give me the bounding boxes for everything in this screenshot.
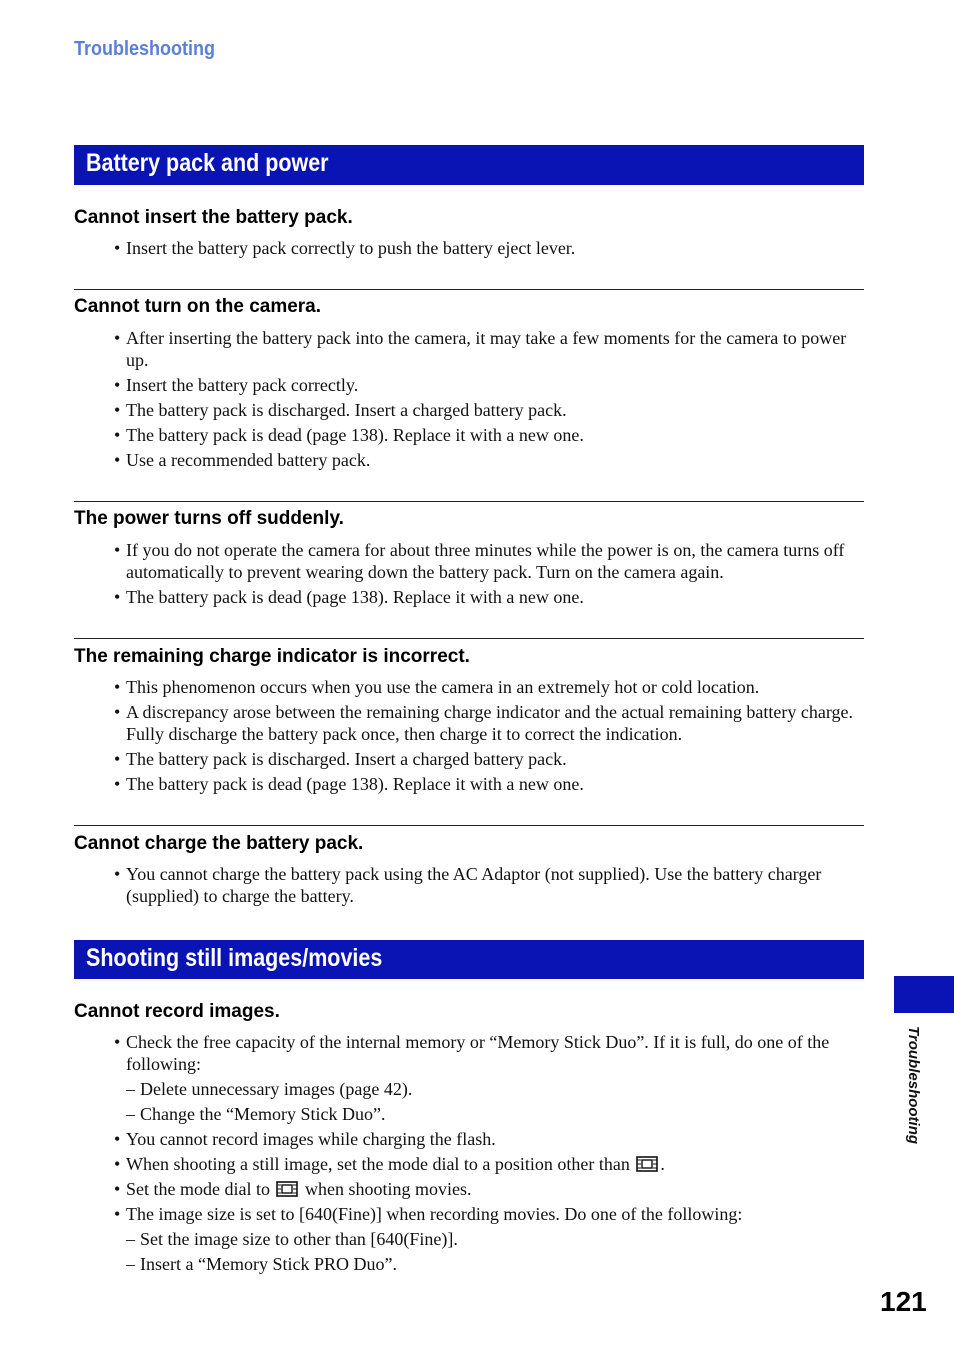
list-item: • The image size is set to [640(Fine)] when recording movies. Do one of the following: <box>74 1203 864 1225</box>
list-item: • The battery pack is discharged. Insert a charged battery pack. <box>74 399 864 421</box>
sub-list-text: Delete unnecessary images (page 42). <box>140 1079 413 1099</box>
topic-heading: Cannot insert the battery pack. <box>74 207 353 228</box>
topic-heading: The power turns off suddenly. <box>74 508 344 529</box>
list-item: • The battery pack is dead (page 138). Replace it with a new one. <box>74 586 864 608</box>
list-item: • The battery pack is discharged. Insert a charged battery pack. <box>74 748 864 770</box>
list-item <box>74 1178 864 1200</box>
list-item: • This phenomenon occurs when you use the camera in an extremely hot or cold location. <box>74 676 864 698</box>
sub-list-text: Set the image size to other than [640(Fine)]. <box>140 1229 458 1249</box>
list-item: • Use a recommended battery pack. <box>74 449 864 471</box>
sub-list-item <box>74 1078 864 1100</box>
side-tab-label <box>902 1026 924 1156</box>
list-item: • Insert the battery pack correctly. <box>74 374 864 396</box>
topic-heading: The remaining charge indicator is incorrect. <box>74 646 470 667</box>
sub-list-text: Change the “Memory Stick Duo”. <box>140 1104 386 1124</box>
list-text-end: when shooting movies. <box>304 1179 472 1199</box>
list-text-end: . <box>660 1154 665 1174</box>
topic-cannot-insert <box>74 207 864 262</box>
running-header: Troubleshooting <box>74 38 215 60</box>
list-text: Set the mode dial to <box>126 1179 270 1199</box>
side-tab-marker <box>894 976 954 1013</box>
topic-heading: Cannot record images. <box>74 1001 280 1022</box>
sub-list-item <box>74 1253 864 1275</box>
section-header-shooting <box>74 940 864 979</box>
page-number: 121 <box>880 1286 927 1317</box>
movie-mode-icon <box>276 1180 298 1198</box>
topic-heading: Cannot turn on the camera. <box>74 296 322 317</box>
list-item: • Insert the battery pack correctly to push the battery eject lever. <box>74 237 864 259</box>
topic-heading: Cannot charge the battery pack. <box>74 833 364 854</box>
list-item: • You cannot charge the battery pack using the AC Adaptor (not supplied). Use the battery charger (supplied) to charge the battery. <box>74 863 864 907</box>
topic-charge-indicator <box>74 638 864 798</box>
list-item: • After inserting the battery pack into the camera, it may take a few moments for the camera to power up. <box>74 327 864 371</box>
side-tab-text: Troubleshooting <box>905 1026 922 1145</box>
sub-list-item <box>74 1228 864 1250</box>
topic-cannot-record <box>74 1001 864 1278</box>
list-item: • Check the free capacity of the internal memory or “Memory Stick Duo”. If it is full, do one of the following: <box>74 1031 864 1075</box>
topic-power-off <box>74 501 864 611</box>
list-item: • You cannot record images while charging the flash. <box>74 1128 864 1150</box>
section-title: Battery pack and power <box>86 149 329 177</box>
section-title: Shooting still images/movies <box>86 944 383 972</box>
list-item: • The battery pack is dead (page 138). Replace it with a new one. <box>74 424 864 446</box>
list-item: • A discrepancy arose between the remaining charge indicator and the actual remaining battery charge. Fully discharge the battery pack once, then charge it to correct the indication. <box>74 701 864 745</box>
list-item: • The battery pack is dead (page 138). Replace it with a new one. <box>74 773 864 795</box>
movie-mode-icon <box>636 1155 658 1173</box>
list-item <box>74 1153 864 1175</box>
sub-list-text: Insert a “Memory Stick PRO Duo”. <box>140 1254 397 1274</box>
sub-list-item <box>74 1103 864 1125</box>
list-item: • If you do not operate the camera for about three minutes while the power is on, the camera turns off automatically to prevent wearing down the battery pack. Turn on the camera again. <box>74 539 864 583</box>
topic-cannot-turn-on <box>74 289 864 474</box>
list-text: When shooting a still image, set the mode dial to a position other than <box>126 1154 630 1174</box>
section-header-battery <box>74 145 864 185</box>
topic-cannot-charge <box>74 825 864 910</box>
